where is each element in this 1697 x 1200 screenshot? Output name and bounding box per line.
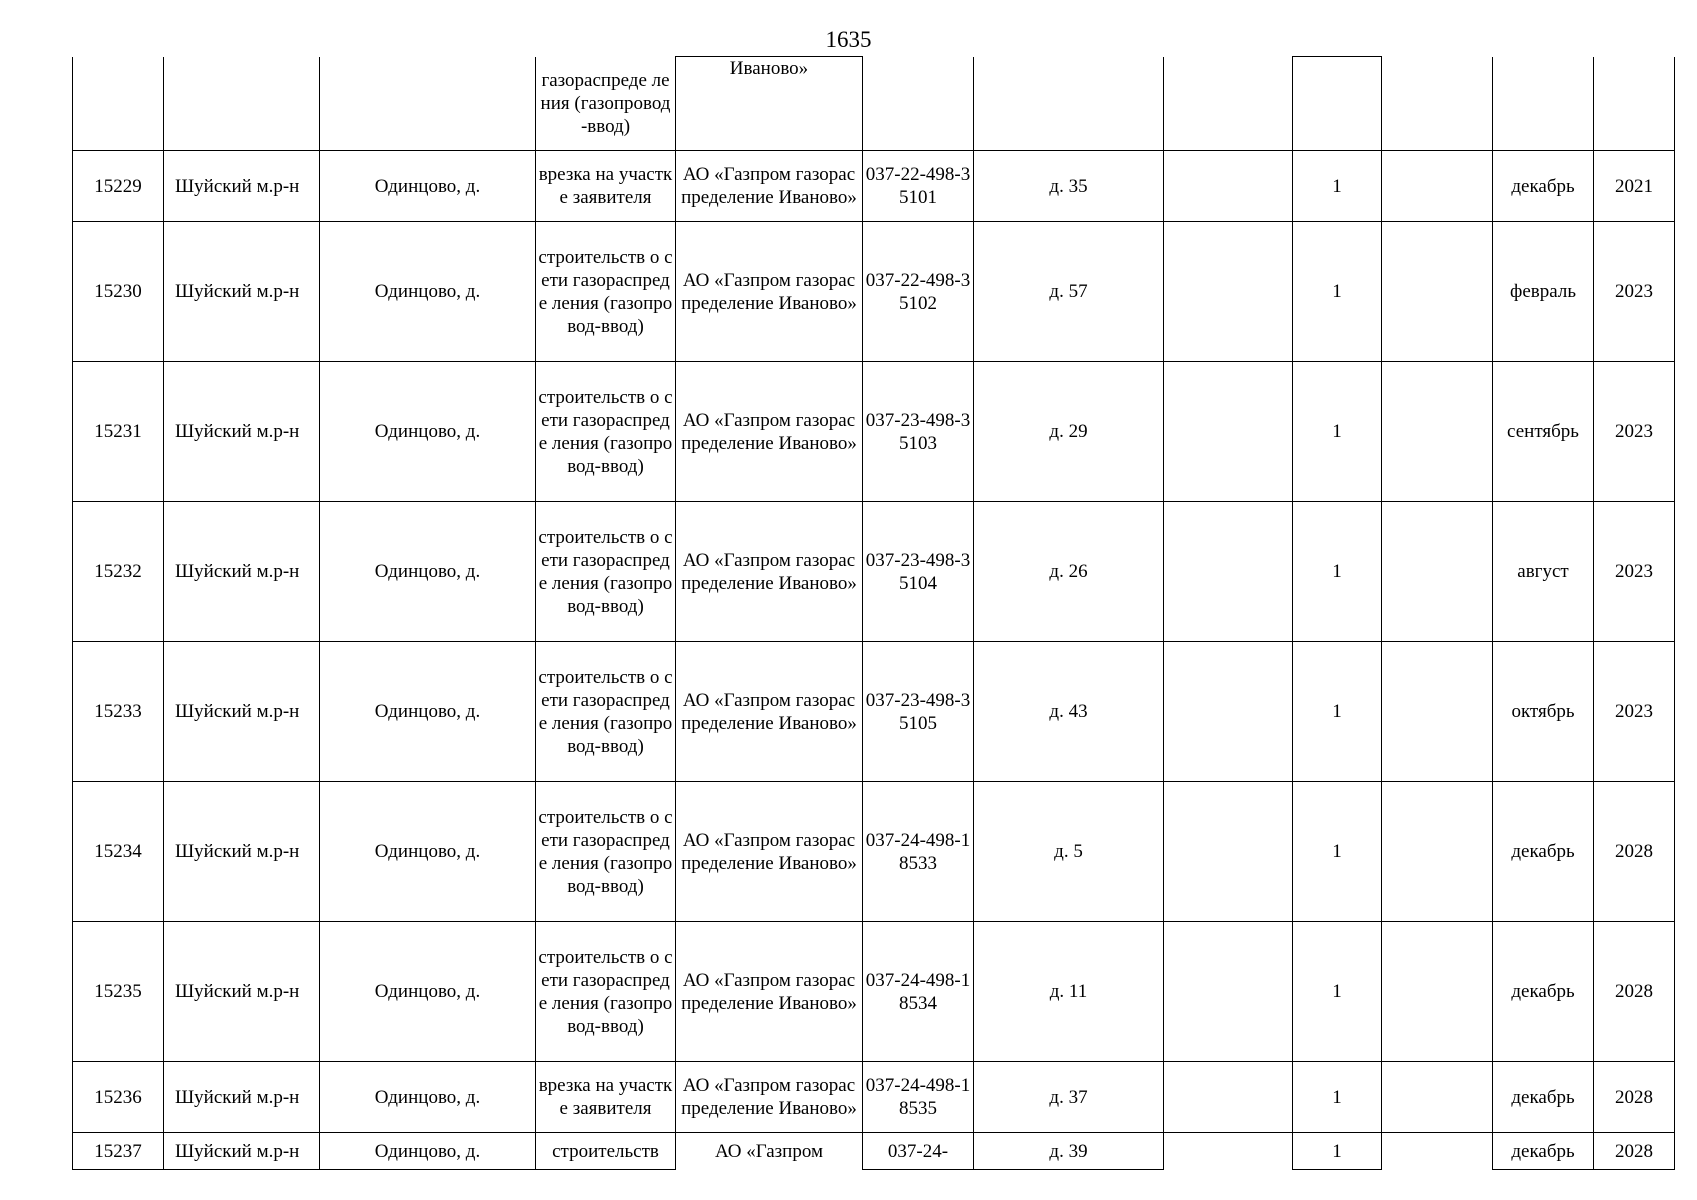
cell-address: д. 37 bbox=[974, 1062, 1164, 1133]
cell-settlement: Одинцово, д. bbox=[320, 362, 536, 502]
cell-extra bbox=[1164, 1133, 1293, 1170]
cell-work-type: врезка на участке заявителя bbox=[536, 1062, 676, 1133]
cell-year: 2028 bbox=[1594, 1062, 1675, 1133]
cell-settlement: Одинцово, д. bbox=[320, 922, 536, 1062]
cell-count: 1 bbox=[1293, 222, 1382, 362]
cell-count: 1 bbox=[1293, 642, 1382, 782]
cell-district: Шуйский м.р-н bbox=[164, 782, 320, 922]
table-row bbox=[73, 1133, 1675, 1170]
cell-month: сентябрь bbox=[1493, 362, 1594, 502]
cell-work-type: врезка на участке заявителя bbox=[536, 151, 676, 222]
cell-work-type: строительств о сети газораспреде ления (газопровод-ввод) bbox=[536, 362, 676, 502]
cell-month: декабрь bbox=[1493, 922, 1594, 1062]
table-row bbox=[73, 222, 1675, 362]
cell-year: 2023 bbox=[1594, 642, 1675, 782]
cell-month: август bbox=[1493, 502, 1594, 642]
cell-organization: АО «Газпром газораспределение Иваново» bbox=[676, 502, 863, 642]
cell-address bbox=[974, 57, 1164, 151]
cell-address: д. 26 bbox=[974, 502, 1164, 642]
cell-extra bbox=[1164, 151, 1293, 222]
cell-count: 1 bbox=[1293, 1062, 1382, 1133]
cell-month: февраль bbox=[1493, 222, 1594, 362]
cell-count: 1 bbox=[1293, 922, 1382, 1062]
cell-address: д. 57 bbox=[974, 222, 1164, 362]
cell-organization: АО «Газпром газораспределение Иваново» bbox=[676, 362, 863, 502]
cell-note bbox=[1382, 642, 1493, 782]
cell-year: 2028 bbox=[1594, 782, 1675, 922]
cell-work-type: строительств о сети газораспреде ления (газопровод-ввод) bbox=[536, 502, 676, 642]
cell-id: 15235 bbox=[73, 922, 164, 1062]
cell-id: 15230 bbox=[73, 222, 164, 362]
cell-note bbox=[1382, 362, 1493, 502]
cell-work-type: газораспреде ления (газопровод-ввод) bbox=[536, 57, 676, 151]
cell-contract: 037-23-498-35105 bbox=[863, 642, 974, 782]
cell-id bbox=[73, 57, 164, 151]
cell-note bbox=[1382, 151, 1493, 222]
cell-district: Шуйский м.р-н bbox=[164, 922, 320, 1062]
cell-extra bbox=[1164, 57, 1293, 151]
cell-id: 15234 bbox=[73, 782, 164, 922]
cell-year bbox=[1594, 57, 1675, 151]
cell-address: д. 39 bbox=[974, 1133, 1164, 1170]
cell-id: 15237 bbox=[73, 1133, 164, 1170]
cell-month: декабрь bbox=[1493, 782, 1594, 922]
cell-contract: 037-23-498-35104 bbox=[863, 502, 974, 642]
cell-note bbox=[1382, 57, 1493, 151]
cell-district: Шуйский м.р-н bbox=[164, 222, 320, 362]
cell-id: 15229 bbox=[73, 151, 164, 222]
cell-work-type: строительств о сети газораспреде ления (газопровод-ввод) bbox=[536, 222, 676, 362]
cell-work-type: строительств о сети газораспреде ления (газопровод-ввод) bbox=[536, 922, 676, 1062]
cell-organization: АО «Газпром газораспределение Иваново» bbox=[676, 922, 863, 1062]
cell-year: 2028 bbox=[1594, 1133, 1675, 1170]
cell-extra bbox=[1164, 502, 1293, 642]
cell-count: 1 bbox=[1293, 151, 1382, 222]
cell-district: Шуйский м.р-н bbox=[164, 502, 320, 642]
cell-extra bbox=[1164, 642, 1293, 782]
page-number: 1635 bbox=[825, 27, 872, 52]
cell-note bbox=[1382, 922, 1493, 1062]
table-row bbox=[73, 151, 1675, 222]
cell-month: декабрь bbox=[1493, 1062, 1594, 1133]
cell-address: д. 35 bbox=[974, 151, 1164, 222]
cell-contract bbox=[863, 57, 974, 151]
cell-settlement bbox=[320, 57, 536, 151]
cell-settlement: Одинцово, д. bbox=[320, 151, 536, 222]
cell-contract: 037-23-498-35103 bbox=[863, 362, 974, 502]
cell-settlement: Одинцово, д. bbox=[320, 642, 536, 782]
cell-district: Шуйский м.р-н bbox=[164, 151, 320, 222]
cell-extra bbox=[1164, 782, 1293, 922]
registry-table bbox=[72, 56, 1675, 1170]
cell-count: 1 bbox=[1293, 502, 1382, 642]
cell-contract: 037-24-498-18534 bbox=[863, 922, 974, 1062]
cell-contract: 037-24-498-18533 bbox=[863, 782, 974, 922]
cell-address: д. 43 bbox=[974, 642, 1164, 782]
cell-month: октябрь bbox=[1493, 642, 1594, 782]
cell-extra bbox=[1164, 1062, 1293, 1133]
cell-month: декабрь bbox=[1493, 1133, 1594, 1170]
cell-district: Шуйский м.р-н bbox=[164, 642, 320, 782]
cell-settlement: Одинцово, д. bbox=[320, 502, 536, 642]
cell-contract: 037-24- bbox=[863, 1133, 974, 1170]
table-row bbox=[73, 1062, 1675, 1133]
cell-count bbox=[1293, 57, 1382, 151]
cell-organization: АО «Газпром газораспределение Иваново» bbox=[676, 222, 863, 362]
cell-work-type: строительств о сети газораспреде ления (газопровод-ввод) bbox=[536, 782, 676, 922]
table-row bbox=[73, 362, 1675, 502]
cell-year: 2021 bbox=[1594, 151, 1675, 222]
cell-settlement: Одинцово, д. bbox=[320, 1062, 536, 1133]
cell-count: 1 bbox=[1293, 782, 1382, 922]
cell-organization: АО «Газпром bbox=[676, 1133, 863, 1170]
cell-organization: АО «Газпром газораспределение Иваново» bbox=[676, 642, 863, 782]
cell-district: Шуйский м.р-н bbox=[164, 1062, 320, 1133]
cell-organization: АО «Газпром газораспределение Иваново» bbox=[676, 1062, 863, 1133]
cell-note bbox=[1382, 222, 1493, 362]
cell-settlement: Одинцово, д. bbox=[320, 1133, 536, 1170]
cell-district: Шуйский м.р-н bbox=[164, 362, 320, 502]
table-body bbox=[73, 57, 1675, 1170]
cell-organization: Иваново» bbox=[676, 57, 863, 151]
cell-address: д. 5 bbox=[974, 782, 1164, 922]
cell-work-type: строительств bbox=[536, 1133, 676, 1170]
cell-address: д. 11 bbox=[974, 922, 1164, 1062]
cell-id: 15232 bbox=[73, 502, 164, 642]
cell-contract: 037-22-498-35102 bbox=[863, 222, 974, 362]
cell-id: 15233 bbox=[73, 642, 164, 782]
cell-work-type: строительств о сети газораспреде ления (газопровод-ввод) bbox=[536, 642, 676, 782]
continuation-row bbox=[73, 57, 1675, 151]
cell-year: 2023 bbox=[1594, 362, 1675, 502]
cell-extra bbox=[1164, 922, 1293, 1062]
cell-year: 2023 bbox=[1594, 222, 1675, 362]
cell-settlement: Одинцово, д. bbox=[320, 222, 536, 362]
cell-id: 15231 bbox=[73, 362, 164, 502]
cell-note bbox=[1382, 782, 1493, 922]
cell-address: д. 29 bbox=[974, 362, 1164, 502]
cell-count: 1 bbox=[1293, 362, 1382, 502]
table-row bbox=[73, 782, 1675, 922]
cell-id: 15236 bbox=[73, 1062, 164, 1133]
cell-district bbox=[164, 57, 320, 151]
cell-extra bbox=[1164, 222, 1293, 362]
cell-district: Шуйский м.р-н bbox=[164, 1133, 320, 1170]
cell-settlement: Одинцово, д. bbox=[320, 782, 536, 922]
cell-extra bbox=[1164, 362, 1293, 502]
table-row bbox=[73, 502, 1675, 642]
cell-organization: АО «Газпром газораспределение Иваново» bbox=[676, 151, 863, 222]
cell-year: 2028 bbox=[1594, 922, 1675, 1062]
cell-contract: 037-24-498-18535 bbox=[863, 1062, 974, 1133]
cell-year: 2023 bbox=[1594, 502, 1675, 642]
cell-month bbox=[1493, 57, 1594, 151]
cell-organization: АО «Газпром газораспределение Иваново» bbox=[676, 782, 863, 922]
cell-note bbox=[1382, 1133, 1493, 1170]
table-row bbox=[73, 922, 1675, 1062]
cell-note bbox=[1382, 502, 1493, 642]
cell-note bbox=[1382, 1062, 1493, 1133]
cell-count: 1 bbox=[1293, 1133, 1382, 1170]
cell-contract: 037-22-498-35101 bbox=[863, 151, 974, 222]
cell-month: декабрь bbox=[1493, 151, 1594, 222]
table-row bbox=[73, 642, 1675, 782]
